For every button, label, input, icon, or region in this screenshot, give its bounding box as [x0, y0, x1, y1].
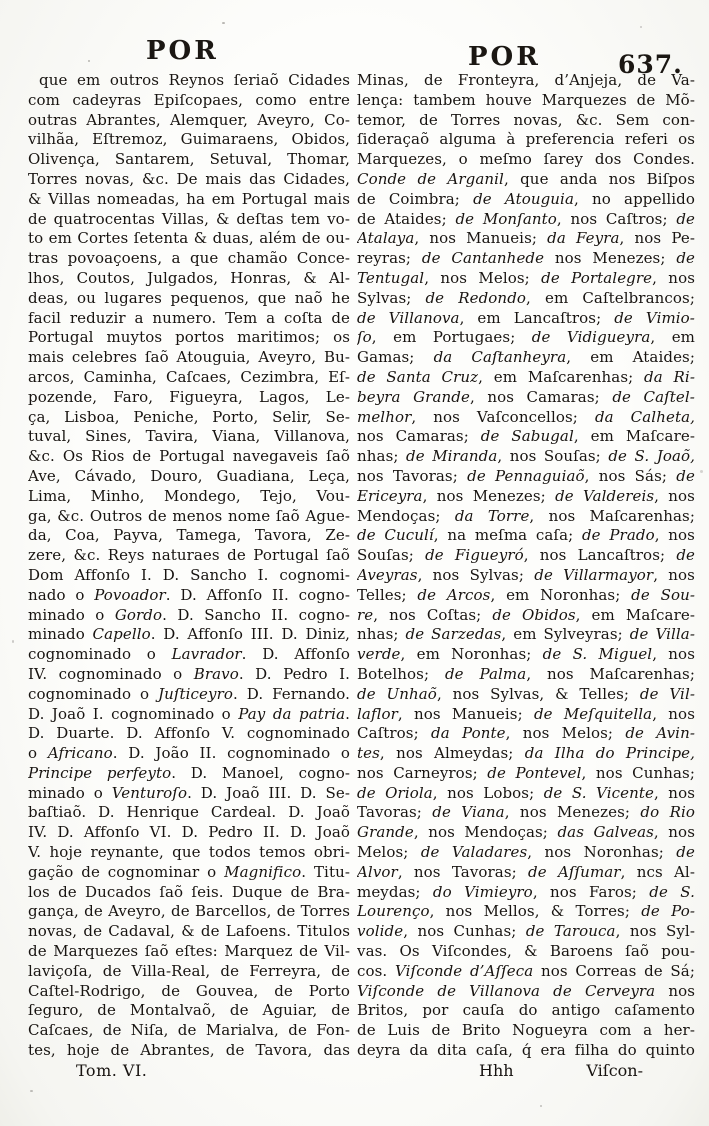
text-line: Mendoças; da Torre, nos Maſcarenhas; — [357, 506, 695, 525]
text-line: minado o Gordo. D. Sancho II. cogno- — [28, 605, 350, 624]
catchword: Viſcon- — [586, 1060, 643, 1080]
text-line: Alvor, nos Tavoras; de Aſſumar, ncs Al- — [357, 862, 695, 881]
text-line: Olivença, Santarem, Setuval, Thomar, — [28, 150, 350, 169]
scan-speck — [222, 22, 225, 24]
text-line: facil reduzir a numero. Tem a coſta de — [28, 308, 350, 327]
text-line: vas. Os Viſcondes, & Baroens ſaõ pou- — [357, 942, 695, 961]
text-line: ſeguro, de Montalvaõ, de Aguiar, de — [28, 1001, 350, 1020]
text-line: gança, de Aveyro, de Barcellos, de Torres — [28, 902, 350, 921]
text-line: arcos, Caminha, Caſcaes, Cezimbra, Eſ- — [28, 367, 350, 386]
running-title-right: POR — [468, 42, 541, 72]
text-line: de Coimbra; de Atouguia, no appellido — [357, 189, 695, 208]
right-column-lines — [357, 71, 695, 1061]
text-line: tras povoaçoens, a que chamão Conce- — [28, 249, 350, 268]
text-line: beyra Grande, nos Camaras; de Caſtel- — [357, 387, 695, 406]
text-line: cos. Viſconde d’Aſſeca nos Correas de Sá; — [357, 961, 695, 980]
text-line: de Oriola, nos Lobos; de S. Vicente, nos — [357, 783, 695, 802]
scan-speck — [88, 60, 90, 62]
text-line: Tavoras; de Viana, nos Menezes; do Rio — [357, 803, 695, 822]
text-line: novas, de Cadaval, & de Lafoens. Titulos — [28, 922, 350, 941]
text-line: gação de cognominar o Magnifico. Titu- — [28, 862, 350, 881]
text-line: laviçoſa, de Villa-Real, de Ferreyra, de — [28, 961, 350, 980]
text-line: ſideraçaõ alguma à preferencia referi os — [357, 130, 695, 149]
text-line: tes, hoje de Abrantes, de Tavora, das — [28, 1041, 350, 1060]
text-line: ça, Lisboa, Peniche, Porto, Selir, Se- — [28, 407, 350, 426]
text-line: Caſtros; da Ponte, nos Melos; de Avin- — [357, 724, 695, 743]
text-column-right — [357, 71, 695, 1081]
scan-speck — [30, 1090, 33, 1092]
text-line: outras Abrantes, Alemquer, Aveyro, Co- — [28, 110, 350, 129]
text-line: temor, de Torres novas, &c. Sem con- — [357, 110, 695, 129]
text-line: Ericeyra, nos Menezes; de Valdereis, nos — [357, 486, 695, 505]
text-line: re, nos Coſtas; de Obidos, em Maſcare- — [357, 605, 695, 624]
text-line: o Africano. D. João II. cognominado o — [28, 744, 350, 763]
text-line: Telles; de Arcos, em Noronhas; de Sou- — [357, 585, 695, 604]
scan-speck — [700, 470, 703, 473]
text-line: nado o Povoador. D. Affonſo II. cogno- — [28, 585, 350, 604]
text-line: de Ataides; de Monſanto, nos Caſtros; de — [357, 209, 695, 228]
text-line: de Villanova, em Lancaſtros; de Vimio- — [357, 308, 695, 327]
text-line: verde, em Noronhas; de S. Miguel, nos — [357, 645, 695, 664]
text-line: & Villas nomeadas, ha em Portugal mais — [28, 189, 350, 208]
page-number: 637. — [618, 50, 683, 79]
text-line: Botelhos; de Palma, nos Maſcarenhas; — [357, 664, 695, 683]
text-line: nos Camaras; de Sabugal, em Maſcare- — [357, 427, 695, 446]
text-line: Caſtel-Rodrigo, de Gouvea, de Porto — [28, 981, 350, 1000]
scan-speck — [540, 1105, 542, 1107]
text-line: pozende, Faro, Figueyra, Lagos, Le- — [28, 387, 350, 406]
text-line: da, Coa, Payva, Tamega, Tavora, Ze- — [28, 526, 350, 545]
text-line: Minas, de Fronteyra, d’Anjeja, de Va- — [357, 71, 695, 89]
text-line: de Marquezes ſaõ eſtes: Marquez de Vil- — [28, 942, 350, 961]
scan-speck — [12, 640, 14, 643]
text-line: Sylvas; de Redondo, em Caſtelbrancos; — [357, 288, 695, 307]
text-line: melhor, nos Vaſconcellos; da Calheta, — [357, 407, 695, 426]
text-line: Marquezes, o meſmo ſarey dos Condes. — [357, 150, 695, 169]
gathering-signature: Hhh — [479, 1060, 514, 1080]
text-line: Lourenço, nos Mellos, & Torres; de Po- — [357, 902, 695, 921]
text-line: minado o Venturoſo. D. Joaõ III. D. Se- — [28, 783, 350, 802]
text-line: de quatrocentas Villas, & deſtas tem vo- — [28, 209, 350, 228]
text-line: que em outros Reynos ſeriaõ Cidades — [39, 71, 350, 89]
text-line: baſtiaõ. D. Henrique Cardeal. D. Joaõ — [28, 803, 350, 822]
text-line: Conde de Arganil, que anda nos Biſpos — [357, 169, 695, 188]
scan-speck — [640, 26, 642, 28]
text-line: Grande, nos Mendoças; das Galveas, nos — [357, 823, 695, 842]
text-line: laflor, nos Manueis; de Meſquitella, nos — [357, 704, 695, 723]
text-line: Dom Affonſo I. D. Sancho I. cognomi- — [28, 565, 350, 584]
text-line: de Unhaõ, nos Sylvas, & Telles; de Vil- — [357, 684, 695, 703]
text-line: de Santa Cruz, em Maſcarenhas; da Ri- — [357, 367, 695, 386]
text-line: Melos; de Valadares, nos Noronhas; de — [357, 843, 695, 862]
text-line: V. hoje reynante, que todos temos obri- — [28, 843, 350, 862]
text-line: Viſconde de Villanova de Cerveyra nos — [357, 981, 695, 1000]
left-column-lines — [28, 71, 350, 1061]
text-line: D. Duarte. D. Affonſo V. cognominado — [28, 724, 350, 743]
text-line: nos Tavoras; de Pennaguiaõ, nos Sás; de — [357, 466, 695, 485]
text-line: los de Ducados ſaõ ſeis. Duque de Bra- — [28, 882, 350, 901]
text-line: D. Joaõ I. cognominado o Pay da patria. — [28, 704, 350, 723]
text-column-left — [28, 71, 350, 1081]
text-line: tes, nos Almeydas; da Ilha do Principe, — [357, 744, 695, 763]
text-line: Ave, Cávado, Douro, Guadiana, Leça, — [28, 466, 350, 485]
text-line: nos Carneyros; de Pontevel, nos Cunhas; — [357, 763, 695, 782]
text-line: Gamas; da Caſtanheyra, em Ataides; — [357, 348, 695, 367]
text-line: meydas; do Vimieyro, nos Faros; de S. — [357, 882, 695, 901]
text-line: IV. D. Affonſo VI. D. Pedro II. D. Joaõ — [28, 823, 350, 842]
text-line: deas, ou lugares pequenos, que naõ he — [28, 288, 350, 307]
text-line: de Cuculí, na meſma caſa; de Prado, nos — [357, 526, 695, 545]
text-line: minado Capello. D. Affonſo III. D. Diniz, — [28, 625, 350, 644]
text-line: Aveyras, nos Sylvas; de Villarmayor, nos — [357, 565, 695, 584]
text-line: mais celebres ſaõ Atouguia, Aveyro, Bu- — [28, 348, 350, 367]
text-line: ga, &c. Outros de menos nome ſaõ Ague- — [28, 506, 350, 525]
text-line: nhas; de Miranda, nos Souſas; de S. Joaõ, — [357, 447, 695, 466]
text-line: nhas; de Sarzedas, em Sylveyras; de Villa- — [357, 625, 695, 644]
text-line: deyra da dita caſa, q́ era filha do quinto — [357, 1041, 695, 1060]
text-line: lhos, Coutos, Julgados, Honras, & Al- — [28, 268, 350, 287]
text-line: Britos, por cauſa do antigo caſamento — [357, 1001, 695, 1020]
text-line: volide, nos Cunhas; de Tarouca, nos Syl- — [357, 922, 695, 941]
text-line: to em Cortes ſetenta & duas, além de ou- — [28, 229, 350, 248]
text-line: Principe perfeyto. D. Manoel, cogno- — [28, 763, 350, 782]
text-line: reyras; de Cantanhede nos Menezes; de — [357, 249, 695, 268]
text-line: Lima, Minho, Mondego, Tejo, Vou- — [28, 486, 350, 505]
text-line: &c. Os Rios de Portugal navegaveis ſaõ — [28, 447, 350, 466]
text-line: Souſas; de Figueyró, nos Lancaſtros; de — [357, 546, 695, 565]
text-line: zere, &c. Reys naturaes de Portugal ſaõ — [28, 546, 350, 565]
volume-signature: Tom. VI. — [76, 1060, 148, 1080]
text-line: Tentugal, nos Melos; de Portalegre, nos — [357, 268, 695, 287]
footer-right — [357, 1061, 695, 1081]
text-line: com cadeyras Epiſcopaes, como entre — [28, 90, 350, 109]
text-line: cognominado o Lavrador. D. Affonſo — [28, 645, 350, 664]
text-line: Portugal muytos portos maritimos; os — [28, 328, 350, 347]
text-line: tuval, Sines, Tavira, Viana, Villanova, — [28, 427, 350, 446]
text-line: lença: tambem houve Marquezes de Mõ- — [357, 90, 695, 109]
running-title-left: POR — [146, 36, 219, 66]
text-line: IV. cognominado o Bravo. D. Pedro I. — [28, 664, 350, 683]
text-line: vilhãa, Eſtremoz, Guimaraens, Obidos, — [28, 130, 350, 149]
text-line: ſo, em Portugaes; de Vidigueyra, em — [357, 328, 695, 347]
text-line: Atalaya, nos Manueis; da Feyra, nos Pe- — [357, 229, 695, 248]
text-line: cognominado o Juſticeyro. D. Fernando. — [28, 684, 350, 703]
text-line: de Luis de Brito Nogueyra com a her- — [357, 1021, 695, 1040]
text-line: Torres novas, &c. De mais das Cidades, — [28, 169, 350, 188]
text-line: Caſcaes, de Niſa, de Marialva, de Fon- — [28, 1021, 350, 1040]
